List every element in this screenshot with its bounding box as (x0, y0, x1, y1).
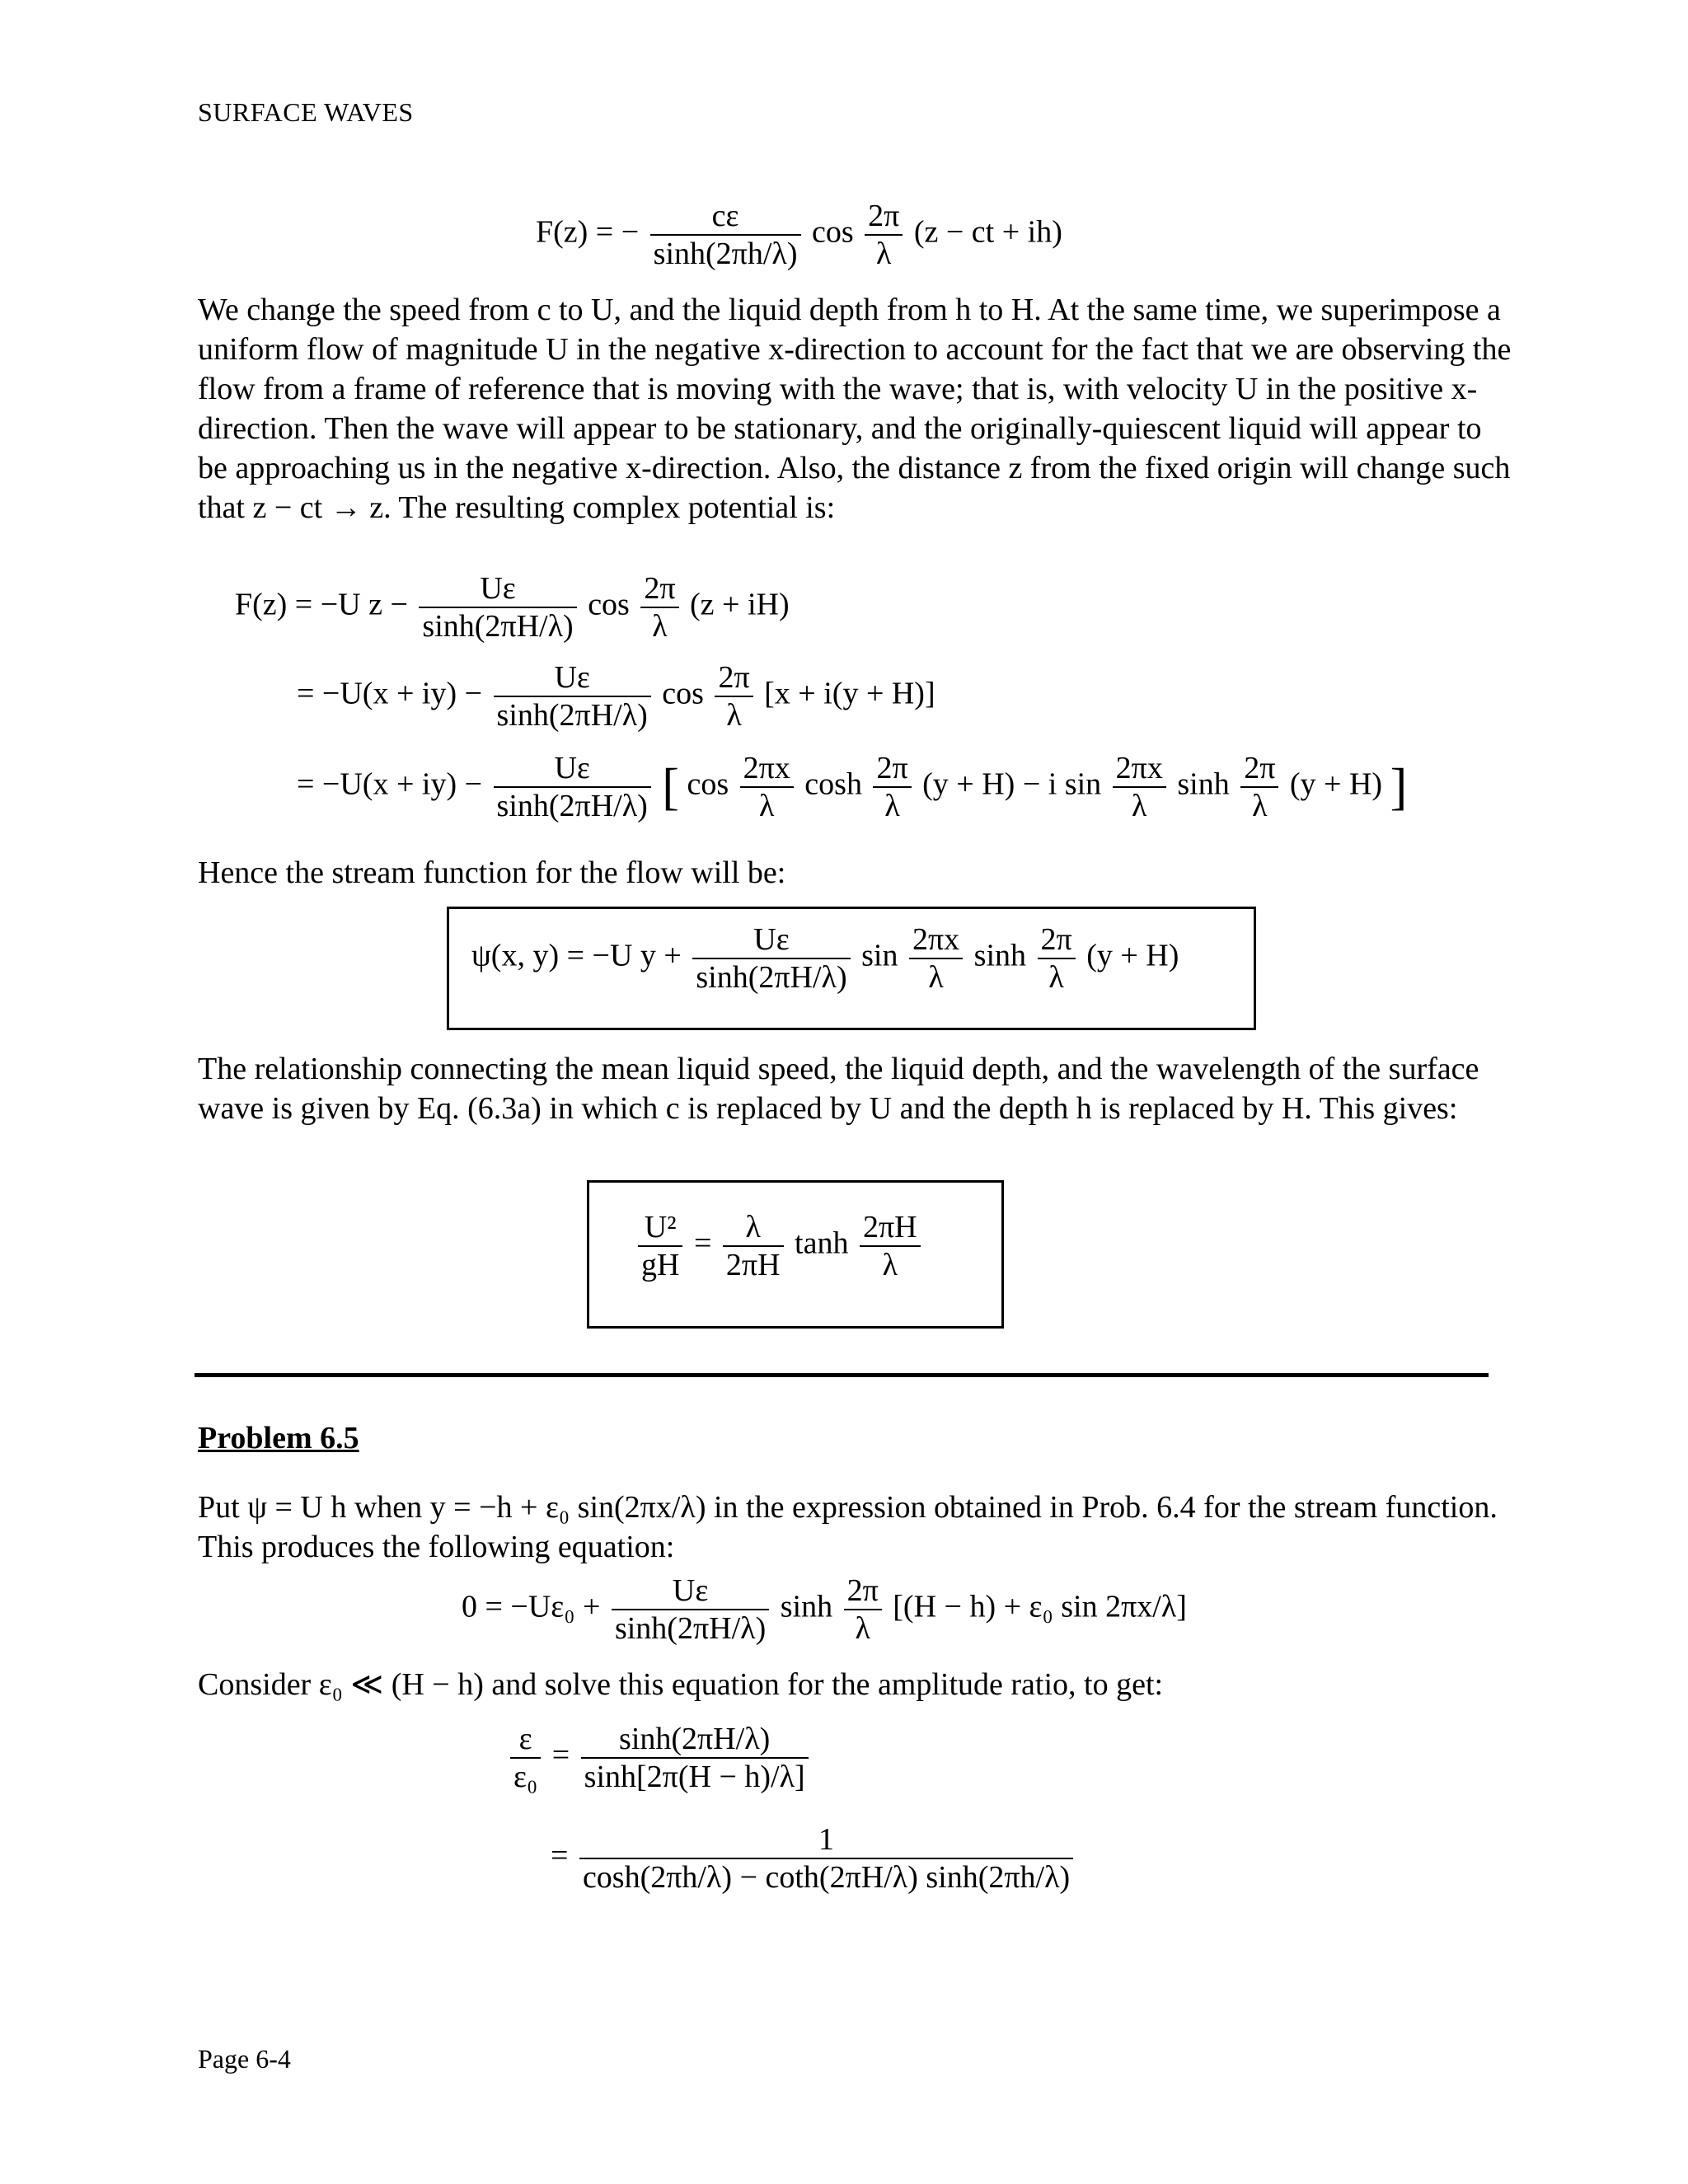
eq3-fraction (494, 659, 651, 733)
eq4-sinh: sinh (1177, 766, 1230, 802)
eq2-den: sinh(2πH/λ) (422, 609, 574, 644)
equation-7 (462, 1572, 1187, 1647)
eq4-frac-3: $\frac{2\pi x}{\lambda}$ (1113, 750, 1166, 824)
eq5-sin: sin (861, 938, 898, 973)
eq3-cos: cos (662, 676, 704, 711)
eq3-tail: [x + i(y + H)] (764, 676, 935, 711)
eq9-equals: = (551, 1838, 569, 1873)
paragraph-2: Hence the stream function for the flow will be: (198, 855, 786, 890)
eq1-lhs: F(z) = − (536, 214, 640, 250)
eq4-cosh: cosh (804, 766, 862, 802)
section-divider (195, 1373, 1489, 1377)
equation-5 (471, 921, 1179, 996)
eq2-num: Uε (419, 570, 576, 608)
equation-6 (635, 1209, 924, 1283)
paragraph-4: Put ψ = U h when y = −h + ε₀ sin(2πx/λ) in the expression obtained in Prob. 6.4 for the stream function. This produces the following equation: (198, 1490, 1498, 1564)
eq2-lhs: F(z) = −U z − (235, 587, 408, 622)
eq1-num: cε (650, 198, 801, 236)
running-header: SURFACE WAVES (198, 97, 414, 127)
equation-2 (235, 570, 790, 644)
eq3-fraction-2 (715, 659, 753, 733)
eq1-den2: λ (876, 237, 892, 271)
eq1-den: sinh(2πh/λ) (653, 237, 798, 271)
eq4-frac-1: $\frac{2\pi x}{\lambda}$ (740, 750, 794, 824)
eq8-equals: = (551, 1737, 570, 1773)
eq7-sinh: sinh (780, 1589, 833, 1624)
eq4-tail: (y + H) (1289, 766, 1383, 802)
eq1-cos: cos (812, 214, 854, 250)
equation-1 (536, 198, 1062, 272)
equation-9 (551, 1821, 1076, 1896)
eq8-frac-2: $\frac{\sinh(2\pi H/\lambda)}{\sinh[2\pi(H - h)/\lambda]}$ (581, 1721, 809, 1795)
eq3-den2: λ (726, 698, 742, 733)
eq7-fraction: $\frac{U\varepsilon}{\sinh(2\pi H/\lambda)}$ (612, 1572, 769, 1647)
equation-4 (297, 750, 1407, 824)
eq6-equals: = (693, 1226, 712, 1261)
eq2-fraction-2 (640, 570, 678, 644)
eq4-den: sinh(2πH/λ) (496, 789, 648, 823)
eq1-fraction (650, 198, 801, 272)
eq4-right-bracket: ] (1390, 759, 1408, 815)
eq7-frac-2: $\frac{2\pi}{\lambda}$ (844, 1572, 882, 1647)
eq5-lhs: ψ(x, y) = −U y + (471, 938, 682, 973)
eq4-frac-4: $\frac{2\pi}{\lambda}$ (1240, 750, 1278, 824)
eq8-frac-1: $\frac{\varepsilon}{\text{ε₀}}$ (510, 1721, 541, 1795)
eq6-tanh: tanh (795, 1226, 849, 1261)
eq1-fraction-2 (865, 198, 903, 272)
eq3-lhs: = −U(x + iy) − (297, 676, 483, 711)
eq2-fraction (419, 570, 576, 644)
eq7-lhs: 0 = −Uε₀ + (462, 1589, 601, 1624)
eq2-tail: (z + iH) (690, 587, 790, 622)
eq5-frac-1: $\frac{2\pi x}{\lambda}$ (909, 921, 963, 996)
eq6-frac-2: $\frac{\lambda}{2\pi H}$ (723, 1209, 784, 1283)
eq2-cos: cos (588, 587, 630, 622)
eq3-num: Uε (494, 659, 651, 697)
eq2-num2: 2π (640, 570, 678, 608)
eq3-den: sinh(2πH/λ) (496, 698, 648, 733)
eq4-lhs: = −U(x + iy) − (297, 766, 483, 802)
eq1-tail: (z − ct + ih) (913, 214, 1062, 250)
eq4-middle: (y + H) − i sin (922, 766, 1102, 802)
eq5-fraction: $\frac{U\varepsilon}{\sinh(2\pi H/\lambda)}$ (692, 921, 850, 996)
paragraph-3: The relationship connecting the mean liquid speed, the liquid depth, and the wavelength of the surface wave is given by Eq. (6.3a) in which c is replaced by U and the depth h is replaced by H. This gives: (198, 1052, 1479, 1126)
eq6-frac-1: $\frac{\text{U²}}{gH}$ (638, 1209, 682, 1283)
eq4-fraction (494, 750, 651, 824)
eq4-left-bracket: [ (662, 759, 679, 815)
paragraph-5: Consider ε₀ ≪ (H − h) and solve this equation for the amplitude ratio, to get: (198, 1667, 1164, 1702)
eq9-frac: $\frac{1}{\cosh(2\pi h/\lambda) - \cot h(2\pi H/\lambda) \sinh(2\pi h/\lambda)}$ (579, 1821, 1073, 1896)
eq5-sinh: sinh (973, 938, 1027, 973)
page-number: Page 6-4 (198, 2044, 291, 2074)
eq3-num2: 2π (715, 659, 753, 697)
eq6-frac-3: $\frac{2\pi H}{\lambda}$ (860, 1209, 921, 1283)
eq4-frac-2: $\frac{2\pi}{\lambda}$ (873, 750, 911, 824)
paragraph-1: We change the speed from c to U, and the liquid depth from h to H. At the same time, we superimpose a uniform flow of magnitude U in the negative x-direction to account for the fact that we are observing the flow from a frame of reference that is moving with the wave; that is, with velocity U in the positive x-direction. Then the wave will appear to be stationary, and the originally-quiescent liquid will appear to be approaching us in the negative x-direction. Also, the distance z from the fixed origin will change such that z − ct → z. The resulting complex potential is: (198, 293, 1512, 525)
equation-3 (297, 659, 935, 733)
eq7-tail: [(H − h) + ε₀ sin 2πx/λ] (893, 1589, 1187, 1624)
eq2-den2: λ (652, 609, 668, 644)
eq4-cos: cos (687, 766, 729, 802)
eq5-tail: (y + H) (1086, 938, 1179, 973)
eq4-num: Uε (494, 750, 651, 788)
eq5-frac-2: $\frac{2\pi}{\lambda}$ (1038, 921, 1076, 996)
eq1-num2: 2π (865, 198, 903, 236)
problem-heading: Problem 6.5 (198, 1421, 359, 1455)
equation-8 (507, 1721, 812, 1795)
